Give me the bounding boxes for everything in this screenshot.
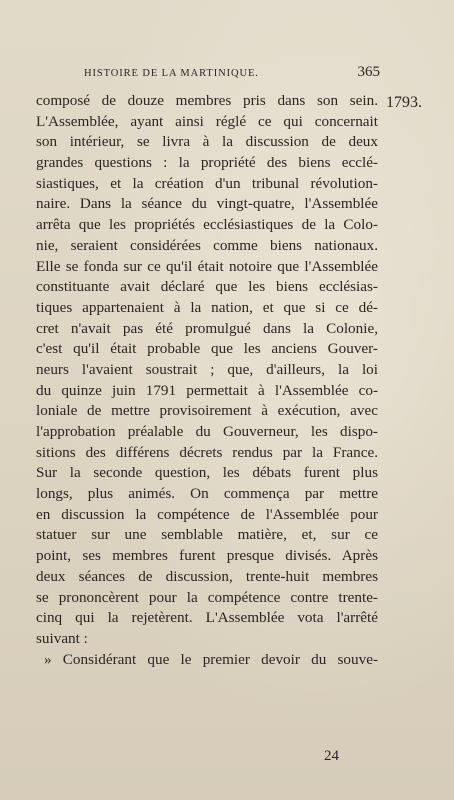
text-line: constituante avait déclaré que les biens ecclésias-: [36, 278, 378, 296]
text-line: suivant :: [36, 629, 88, 647]
text-line: composé de douze membres pris dans son sein.: [36, 92, 378, 109]
text-line: » Considérant que le premier devoir du souve-: [44, 650, 378, 668]
running-title: HISTOIRE DE LA MARTINIQUE.: [84, 68, 259, 79]
text-line: en discussion la compétence de l'Assemblée pour: [36, 505, 378, 523]
text-line: deux séances de discussion, trente-huit membres: [36, 567, 378, 585]
page-header: [84, 64, 380, 84]
body-text: [36, 91, 378, 670]
page-number: 365: [357, 64, 380, 80]
signature-mark: 24: [324, 748, 339, 764]
text-line: cinq qui la rejetèrent. L'Assemblée vota l'arrêté: [36, 609, 378, 627]
text-line: cret n'avait pas été promulgué dans la Colonie,: [36, 319, 378, 337]
text-line: L'Assemblée, ayant ainsi réglé ce qui concernait: [36, 112, 378, 130]
text-line: du quinze juin 1791 permettait à l'Assemblée co-: [36, 381, 378, 399]
text-line: grandes questions : la propriété des biens ecclé-: [36, 154, 378, 172]
text-line: siastiques, et la création d'un tribunal révolution-: [36, 174, 378, 192]
text-line: nie, seraient considérées comme biens nationaux.: [36, 236, 378, 254]
text-line: tiques appartenaient à la nation, et que si ce dé-: [36, 298, 378, 316]
text-line: naire. Dans la séance du vingt-quatre, l'Assemblée: [36, 195, 378, 213]
text-line: neurs l'avaient soustrait ; que, d'ailleurs, la loi: [36, 360, 378, 378]
margin-note-year: 1793.: [386, 94, 422, 111]
text-line: se prononcèrent pour la compétence contre trente-: [36, 588, 378, 606]
text-line: l'approbation préalable du Gouverneur, les dispo-: [36, 423, 378, 440]
text-line: sitions des différens décrets rendus par la France.: [36, 443, 378, 461]
text-line: Elle se fonda sur ce qu'il était notoire que l'Assemblée: [36, 257, 378, 275]
text-line: son intérieur, se livra à la discussion de deux: [36, 133, 378, 151]
text-line: loniale de mettre provisoirement à exécution, avec: [36, 402, 378, 420]
text-line: point, ses membres furent presque divisés. Après: [36, 547, 378, 565]
text-line: c'est qu'il était probable que les anciens Gouver-: [36, 340, 378, 358]
text-line: longs, plus animés. On commença par mettre: [36, 485, 378, 503]
text-line: Sur la seconde question, les débats furent plus: [36, 464, 378, 482]
text-line: statuer sur une semblable matière, et, sur ce: [36, 526, 378, 544]
text-line: arrêta que les propriétés ecclésiastiques de la Colo-: [36, 216, 378, 234]
